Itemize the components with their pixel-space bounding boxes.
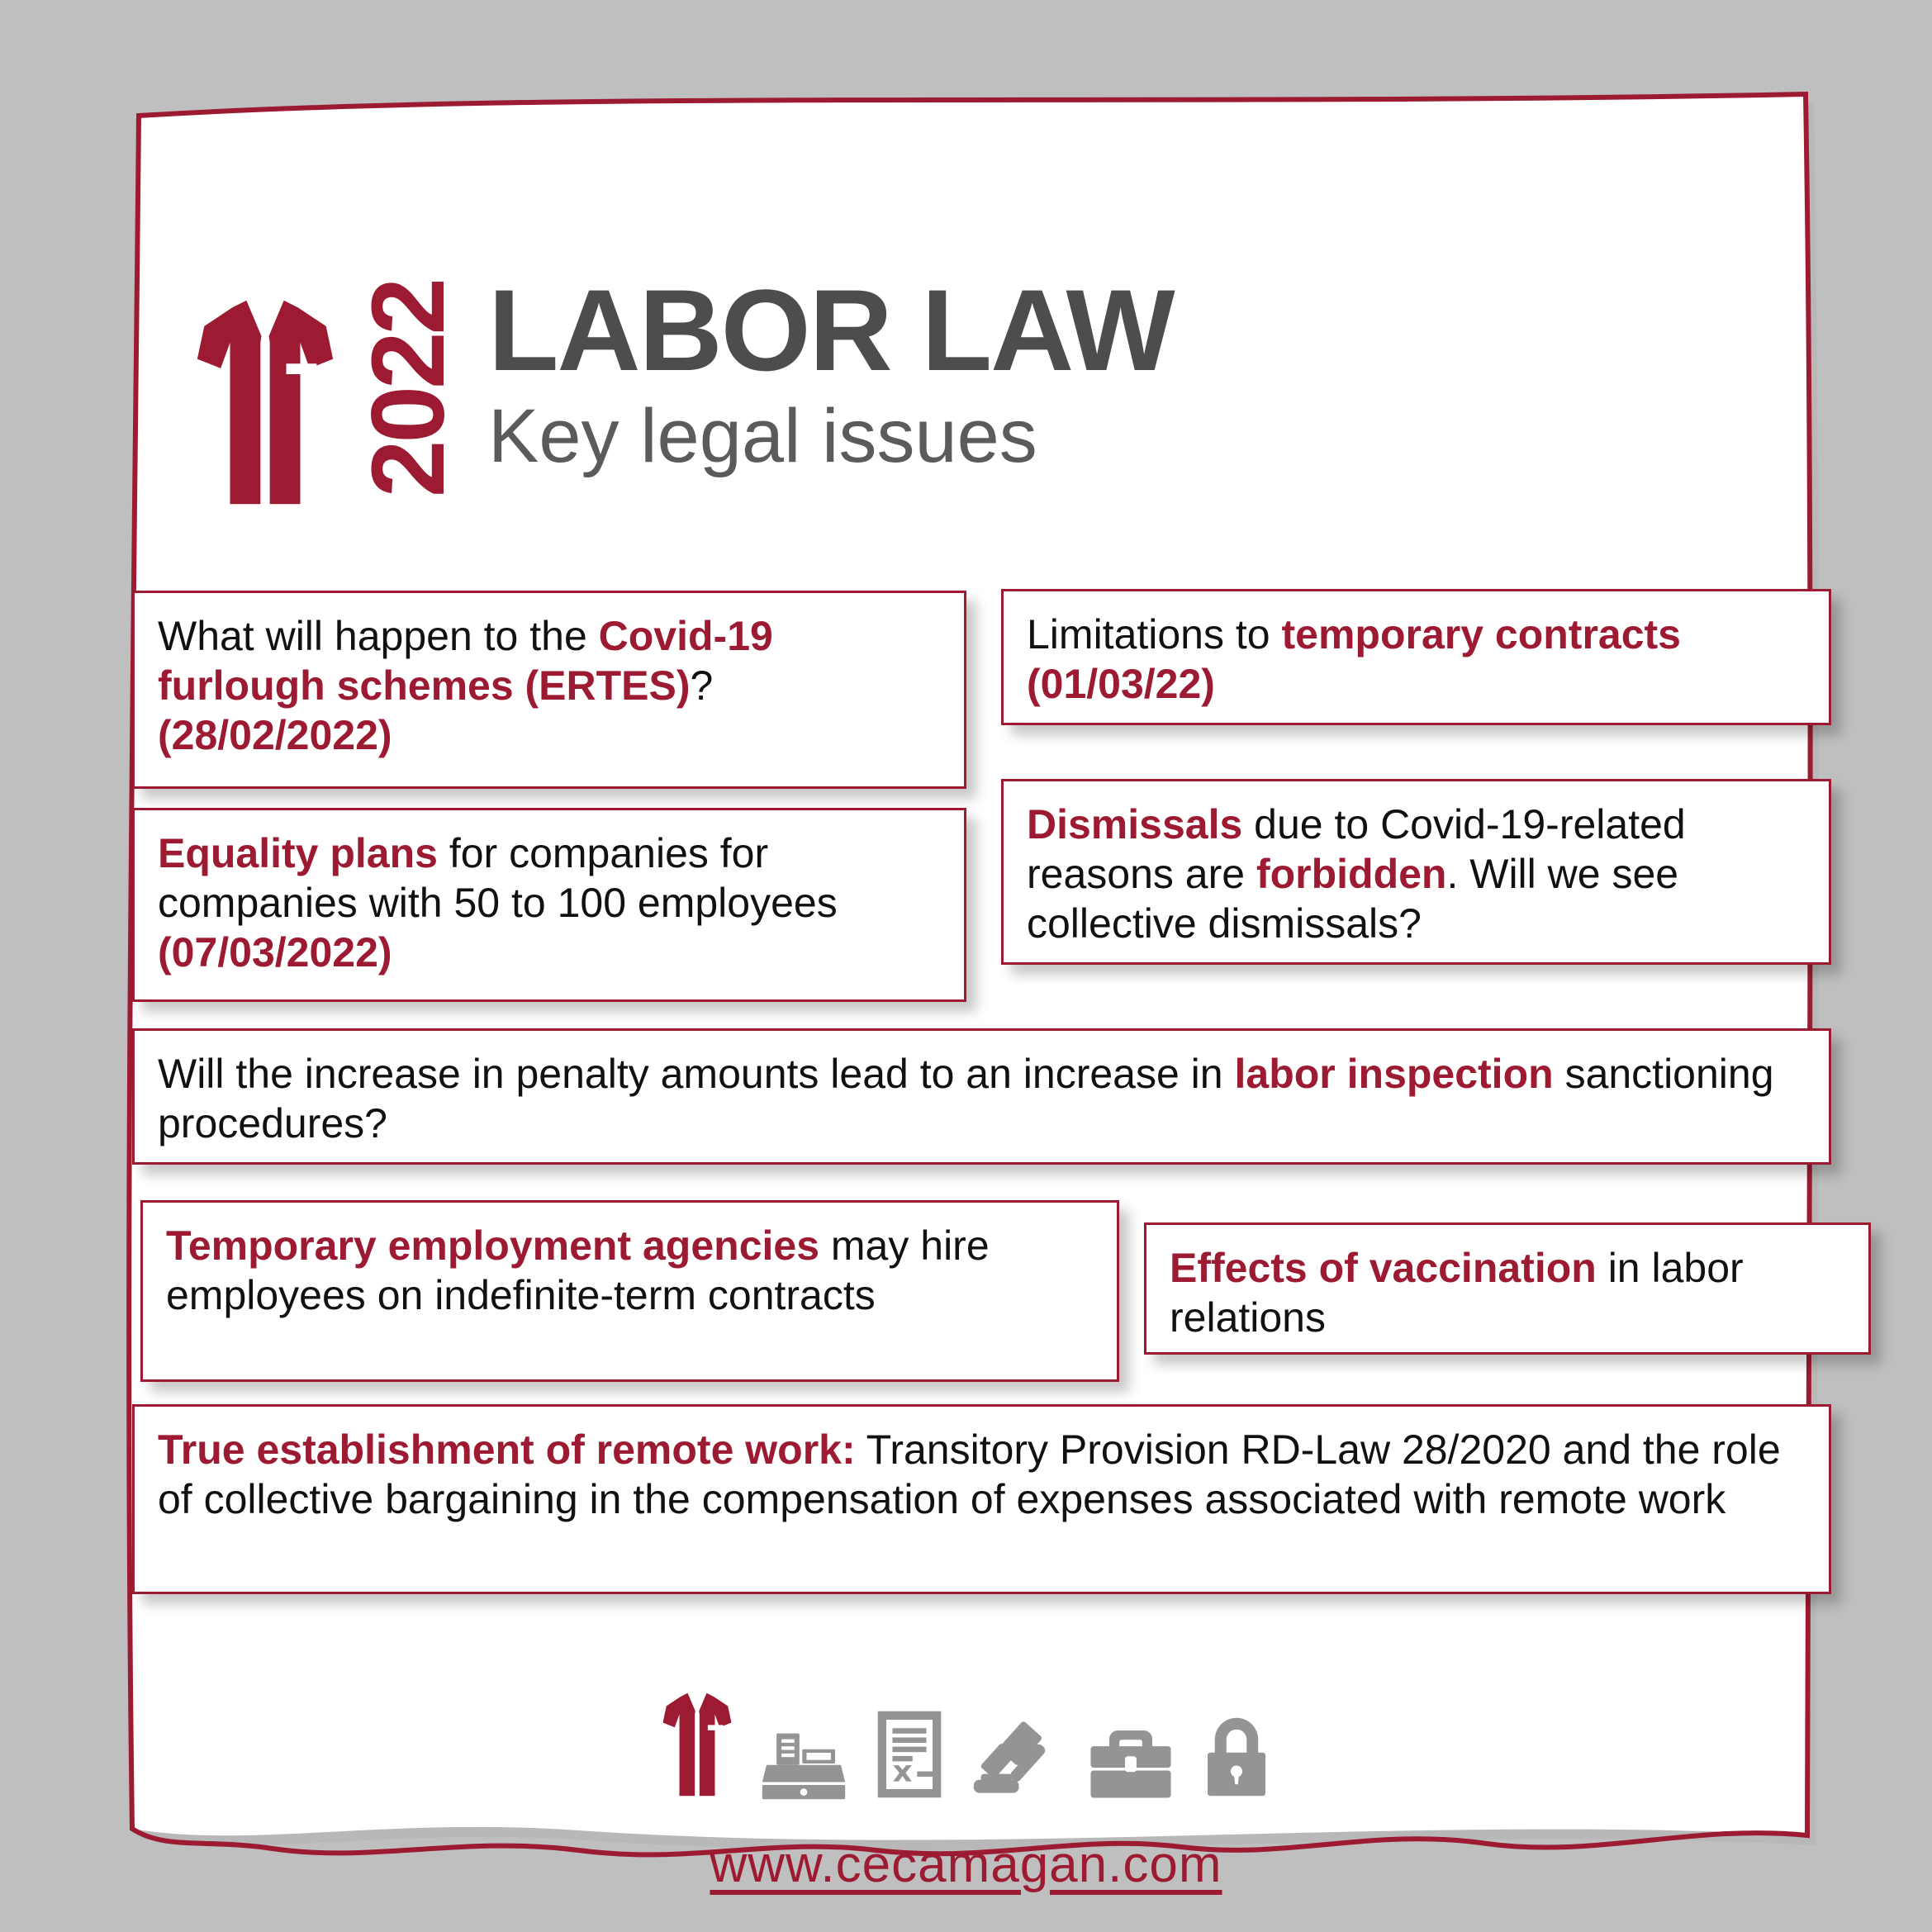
cash-register-icon (761, 1726, 847, 1801)
issue-box-dismissals (1001, 779, 1831, 965)
plain-text: Transitory Provision RD-Law 28/2020 and the role of collective bargaining in the compensation of expenses associated with remote work (158, 1426, 1781, 1522)
page-subtitle: Key legal issues (488, 394, 1037, 478)
plain-text: Limitations to (1027, 611, 1282, 657)
plain-text: ? (690, 662, 714, 709)
issue-box-labor-inspection (132, 1028, 1831, 1165)
plain-text: What will happen to the (158, 613, 599, 659)
issue-box-remote-work (132, 1404, 1831, 1594)
issue-box-temporary-contracts (1001, 589, 1831, 725)
issue-box-furlough-schemes (132, 591, 966, 789)
plain-text: in labor relations (1170, 1245, 1744, 1341)
emphasis-text: forbidden (1256, 851, 1447, 897)
page-title: LABOR LAW (488, 265, 1174, 395)
plain-text: may hire employees on indefinite-term contracts (166, 1222, 990, 1318)
emphasis-text: Equality plans (158, 830, 438, 876)
issue-box-effects-of-vaccination (1144, 1222, 1871, 1355)
emphasis-text: temporary contracts (01/03/22) (1027, 611, 1681, 707)
invoice-document-icon (875, 1708, 944, 1801)
emphasis-text: (07/03/2022) (158, 929, 392, 975)
plain-text: sanctioning procedures? (158, 1051, 1774, 1146)
emphasis-text: Effects of vaccination (1170, 1245, 1597, 1291)
plain-text: due to Covid-19-related reasons are (1027, 801, 1686, 897)
footer (0, 1685, 1932, 1894)
plain-text: . Will we see collective dismissals? (1027, 851, 1679, 947)
plain-text: for companies for companies with 50 to 100 employees (158, 830, 838, 926)
emphasis-text: Dismissals (1027, 801, 1243, 847)
issue-box-temporary-employment-agencies (140, 1200, 1119, 1382)
footer-icon-row (662, 1685, 1271, 1801)
emphasis-text: (28/02/2022) (158, 712, 392, 758)
emphasis-text: Covid-19 furlough schemes (ERTES) (158, 613, 773, 709)
emphasis-text: Temporary employment agencies (166, 1222, 820, 1269)
website-link[interactable]: www.cecamagan.com (710, 1836, 1222, 1893)
emphasis-text: labor inspection (1234, 1051, 1554, 1097)
issue-box-equality-plans (132, 808, 966, 1002)
year-label: 2022 (351, 281, 466, 498)
briefcase-icon (1088, 1725, 1174, 1801)
gavel-icon (972, 1718, 1060, 1801)
plain-text: Will the increase in penalty amounts lead to an increase in (158, 1051, 1235, 1097)
padlock-icon (1202, 1713, 1271, 1801)
emphasis-text: True establishment of remote work: (158, 1426, 856, 1473)
lab-coat-icon (662, 1688, 733, 1801)
